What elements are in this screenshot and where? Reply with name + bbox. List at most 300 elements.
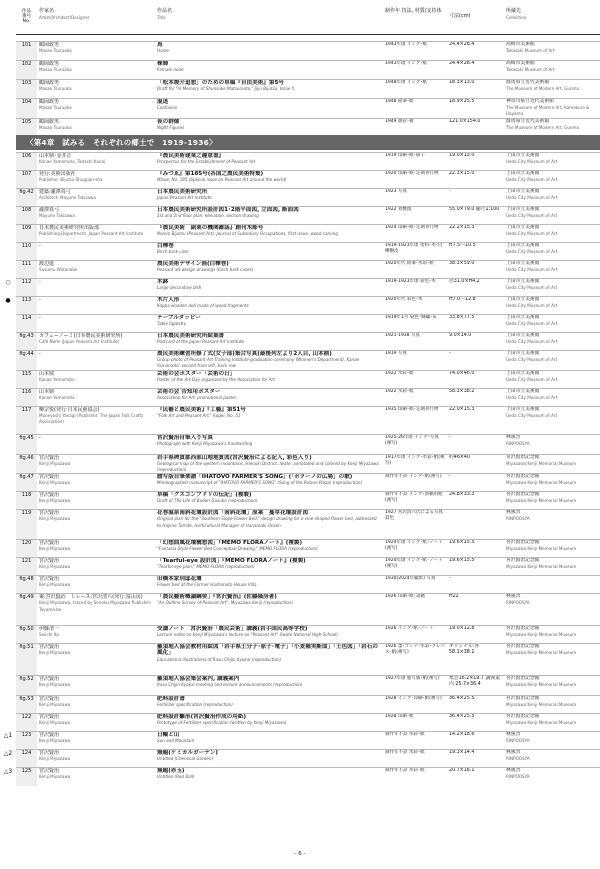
- row-mark: [0, 626, 16, 644]
- collection-en: Takasaki Museum of Art: [506, 48, 555, 54]
- work-number: 117: [16, 406, 37, 434]
- title-en: Flower bed at the Former Hashimoto House Villa: [157, 582, 257, 588]
- material-cell: 1920年代 鉛筆･水彩･紙: [383, 261, 447, 279]
- collection-en: Miyazawa Kenji Memorial Museum: [506, 720, 577, 726]
- row-mark: [0, 474, 16, 492]
- collection-cell: [504, 492, 600, 510]
- artist-en: Susumu Watanabe: [39, 267, 78, 273]
- collection-en: RINPOOSYA: [506, 774, 530, 780]
- title-en: Horse: [157, 48, 169, 54]
- collection-cell: [504, 153, 600, 171]
- size-cell: 14.2×18.6: [447, 732, 504, 750]
- material-cell: 1943年頃 インク･紙: [383, 42, 447, 61]
- title-en: Association for Art, promotional poster: [157, 394, 237, 400]
- collection-en: Miyazawa Kenji Memorial Museum: [506, 546, 577, 552]
- table-row: [0, 492, 600, 510]
- row-mark: ○: [5, 278, 11, 286]
- artist-ja: 宮沢賢治: [39, 540, 60, 547]
- collection-en: Takasaki Museum of Art: [506, 67, 555, 73]
- material-cell: 1919 印刷･紙･冊子: [383, 153, 447, 171]
- title-cell: [155, 768, 383, 786]
- size-cell: 19.6×15.5: [447, 558, 504, 576]
- material-cell: 1927年頃 謄写版･紙(複写): [383, 676, 447, 696]
- work-number: fig.53: [16, 696, 37, 714]
- title-ja: 受講ノート 宮沢賢治「農民芸術」講義(岩手国民高等学校): [157, 626, 308, 633]
- artist-ja: 鶴岡政男: [39, 118, 60, 125]
- title-en: Mizue, No. 185 (Special issue on Peasant Art around the world): [157, 177, 287, 183]
- collection-en: Ueda City Museum of Art: [506, 321, 558, 327]
- title-cell: [155, 153, 383, 171]
- title-cell: [155, 315, 383, 333]
- material-cell: 1922 水彩･紙: [383, 370, 447, 388]
- material-cell: 1919-1923年頃 塗料･木･白樺樹皮: [383, 243, 447, 261]
- size-cell: 121.0×154.0: [447, 118, 504, 137]
- title-ja: 農民美術デザイン画(白樺巻): [157, 261, 229, 267]
- artist-cell: [37, 750, 155, 768]
- title-ja: 無題(ケミカルガーデン): [157, 750, 218, 757]
- collection-ja: 上田市立美術館: [506, 351, 540, 356]
- artist-cell: [37, 540, 155, 558]
- artist-cell: [37, 626, 155, 644]
- title-en: Sun and Mountain: [157, 738, 195, 744]
- artist-cell: [37, 153, 155, 171]
- size-cell: 58.3×38.2: [447, 388, 504, 406]
- row-mark: [0, 61, 16, 80]
- row-mark: [0, 243, 16, 261]
- title-cell: [155, 61, 383, 80]
- material-cell: 1919-1923年頃 彩色･木: [383, 279, 447, 297]
- title-en: Draft for "In Memory of Shunsuke Matsumoto," Jiyu Bijutsu, Issue 5: [157, 86, 295, 92]
- artist-cell: [37, 454, 155, 474]
- size-cell: -: [447, 189, 504, 207]
- artist-en: Kenji Miyazawa: [39, 582, 71, 588]
- title-en: Night Figures: [157, 124, 185, 130]
- table-row: [0, 189, 600, 207]
- title-cell: [155, 333, 383, 351]
- table-row: [0, 714, 600, 732]
- collection-cell: [504, 626, 600, 644]
- artist-en: Kenji Miyazawa: [39, 546, 71, 552]
- title-cell: [155, 676, 383, 696]
- artist-cell: [37, 594, 155, 626]
- collection-en: Miyazawa Kenji Memorial Museum: [506, 564, 577, 570]
- title-ja: 無題(赤玉): [157, 768, 185, 775]
- artist-ja: 宮沢賢治: [39, 558, 60, 565]
- table-row: [0, 750, 600, 768]
- title-cell: [155, 207, 383, 225]
- chapter-heading: 〈第4章 試みる それぞれの郷土で 1919-1936〉: [16, 135, 600, 150]
- artist-ja: 宮沢賢治: [39, 576, 60, 583]
- artist-en: Kenji Miyazawa: [39, 498, 71, 504]
- title-ja: 「Tearful-eye 設計図」『MEMO FLORAノート』(複製): [157, 558, 306, 565]
- row-mark: △2: [3, 749, 13, 757]
- artist-ja: 宮沢賢治: [39, 474, 60, 481]
- artist-ja: 柳宗悦(発行:日本民藝協会): [39, 406, 100, 413]
- artist-en: Kenji Miyazawa: [39, 720, 71, 726]
- collection-cell: [504, 225, 600, 243]
- work-number: 115: [16, 370, 37, 388]
- table-row: [0, 99, 600, 119]
- title-en: Poster of the Art Day organized by the Association for Art: [157, 376, 275, 382]
- artist-en: Masao Tsuruoka: [39, 105, 72, 111]
- work-number: 107: [16, 171, 37, 189]
- table-row: [0, 434, 600, 454]
- work-number: 101: [16, 42, 37, 61]
- collection-ja: 林風舎: [506, 732, 521, 738]
- artist-ja: 宮沢賢治: [39, 676, 60, 683]
- collection-cell: [504, 594, 600, 626]
- artist-ja: 渡辺進: [39, 261, 55, 267]
- material-cell: 制作年不詳 インク･紙(複写): [383, 474, 447, 492]
- title-cell: [155, 558, 383, 576]
- artist-cell: [37, 714, 155, 732]
- collection-ja: 宮沢賢治記念館: [506, 714, 540, 720]
- artist-ja: 宮沢賢治: [39, 454, 60, 461]
- size-cell: H22: [447, 594, 504, 626]
- artist-ja: 鶴岡政男: [39, 99, 60, 105]
- title-ja: 草稿「グスコンブドリの伝記」(複製): [157, 492, 252, 499]
- table-row: [0, 279, 600, 297]
- title-en: Lecture notes on Kenji Miyazawa's lecture on "Peasant Art" (Iwate National High School): [157, 632, 338, 638]
- row-mark: [0, 644, 16, 676]
- title-en: "Folk Art and Peasant Art," Kogei, No. 51: [157, 412, 241, 418]
- row-mark: [0, 261, 16, 279]
- artist-ja: 日本農民美術研究所出版部: [39, 225, 100, 231]
- row-mark: [0, 189, 16, 207]
- material-cell: 制作年不詳 インク･原稿用紙(複写): [383, 492, 447, 510]
- collection-en: Ueda City Museum of Art: [506, 376, 558, 382]
- work-number: 122: [16, 714, 37, 732]
- row-mark: [0, 576, 16, 594]
- collection-en: RINPOOSYA: [506, 756, 530, 762]
- table-row: [0, 388, 600, 406]
- table-row: [0, 644, 600, 676]
- title-ja: 白樺巻: [157, 243, 174, 249]
- title-ja: 肥料設計書: [157, 696, 185, 703]
- header-collection: 所蔵先 Collection: [504, 6, 600, 34]
- size-cell: 集会16.2×19.7 講義案内 25.7×36.4: [447, 676, 504, 696]
- collection-en: Ueda City Museum of Art: [506, 231, 558, 237]
- title-en: "Tearful-eye plan," MEMO FLORA (reproduction): [157, 564, 255, 570]
- title-en: Birch bark case: [157, 249, 189, 255]
- collection-en: Miyazawa Kenji Memorial Museum: [506, 498, 577, 504]
- artist-en: Kanae Yamamoto: [39, 394, 75, 400]
- artist-ja: 山本鼎･金井正: [39, 153, 72, 159]
- title-en: Fertilizer specification (reproduction): [157, 702, 233, 708]
- artist-cell: [37, 99, 155, 119]
- collection-ja: 神奈川県立近代美術館: [506, 99, 554, 104]
- collection-en: Ueda City Museum of Art: [506, 303, 558, 309]
- collection-en: Ueda City Museum of Art: [506, 394, 558, 400]
- size-cell: 74.0×46.0: [447, 370, 504, 388]
- table-row: [0, 42, 600, 61]
- material-cell: 1928 印刷･紙: [383, 714, 447, 732]
- collection-ja: 宮沢賢治記念館: [506, 492, 540, 498]
- title-cell: [155, 594, 383, 626]
- collection-cell: [504, 315, 600, 333]
- title-en: "An Outline Survey of Peasant Art", Miyazawa Kenji (reproduction): [157, 600, 293, 606]
- title-ja: 日本農民美術研究所: [157, 189, 208, 195]
- artist-cell: [37, 80, 155, 99]
- collection-cell: [504, 732, 600, 750]
- table-row: [0, 171, 600, 189]
- artist-en: Café Nomi (Japan Peasant Art Institute): [39, 339, 120, 345]
- row-mark: [0, 406, 16, 434]
- work-number: 102: [16, 61, 37, 80]
- material-cell: 1925-26年頃 インク･写真(複写): [383, 434, 447, 454]
- title-ja: 謄写版自筆楽譜「IHATOVO FARMER'S SONG」(「ポラーノの広場」の歌): [157, 474, 353, 481]
- artist-ja: 鶴岡政男: [39, 42, 60, 48]
- title-ja: 『農民美術 副業の機関雑誌』創刊木彫号: [157, 225, 264, 231]
- row-mark: [0, 171, 16, 189]
- table-row: [0, 315, 600, 333]
- artist-en: Masao Tsuruoka: [39, 86, 72, 92]
- collection-ja: 上田市立美術館: [506, 406, 540, 412]
- collection-cell: [504, 388, 600, 406]
- artist-en: Architect: Mayumi Takizawa: [39, 195, 96, 201]
- collection-en: Ueda City Museum of Art: [506, 195, 558, 201]
- artist-ja: カフェーノーミ(日本農民美術研究所): [39, 333, 123, 339]
- collection-ja: 宮沢賢治記念館: [506, 626, 540, 632]
- row-mark: [0, 207, 16, 225]
- title-en: Rasu Chijin Kyokai meeting and lecture announcements (reproduction): [157, 682, 303, 688]
- title-ja: 羅須地人協会教材用絵図「岩手県土分子･原子･電子」「小麦種実断面」「土色図」「岩石の風化」: [157, 644, 378, 657]
- material-cell: 1948 鉛筆･紙: [383, 99, 447, 119]
- artist-en: Kenji Miyazawa: [39, 738, 71, 744]
- artist-cell: [37, 492, 155, 510]
- header-material: 制作年 技法, 材質/支持体: [383, 6, 447, 34]
- table-row: [0, 80, 600, 99]
- title-ja: 『農民美術建業之趣意書』: [157, 153, 225, 159]
- table-row: [0, 474, 600, 492]
- collection-en: RINPOOSYA: [506, 516, 530, 522]
- artist-cell: [37, 189, 155, 207]
- title-en: Draft of The Life of Budori Gusuko (reproduction): [157, 498, 258, 504]
- header-title: 作品名 Title: [155, 6, 383, 34]
- work-number: 118: [16, 492, 37, 510]
- size-cell: 55.0×79.0 縮尺1:100: [447, 207, 504, 225]
- artist-ja: 建築:瀧澤真弓: [39, 189, 71, 195]
- row-mark: [0, 80, 16, 99]
- collection-cell: [504, 474, 600, 492]
- artist-ja: -: [39, 434, 41, 441]
- collection-en: RINPOOSYA: [506, 738, 530, 744]
- size-cell: [447, 510, 504, 540]
- material-cell: 1919 写真: [383, 351, 447, 371]
- collection-en: The Museum of Modern Art, Kamakura & Hayama: [506, 105, 590, 117]
- table-row: [0, 768, 600, 786]
- title-en: Large decorative dish: [157, 285, 202, 291]
- title-en: Table tapestry: [157, 321, 187, 327]
- material-cell: 1923 写真: [383, 189, 447, 207]
- collection-ja: 宮沢賢治記念館: [506, 644, 540, 650]
- row-mark: [0, 351, 16, 371]
- row-mark: [0, 594, 16, 626]
- row-mark: [0, 540, 16, 558]
- collection-en: Miyazawa Kenji Memorial Museum: [506, 650, 577, 656]
- collection-cell: [504, 558, 600, 576]
- table-row: [0, 594, 600, 626]
- work-number: 123: [16, 732, 37, 750]
- collection-cell: [504, 261, 600, 279]
- size-cell: -: [447, 474, 504, 492]
- title-en: Educational illustrations of Rasu Chijin Kyokai (reproduction): [157, 656, 282, 662]
- artist-ja: 山本鼎: [39, 388, 55, 395]
- title-ja: テーブルタッピー: [157, 315, 201, 321]
- title-en: Peasant art design drawings (birch bark cases): [157, 267, 254, 273]
- artist-en: Kenji Miyazawa: [39, 516, 71, 522]
- title-cell: [155, 434, 383, 454]
- size-cell: H7.5～10.5: [447, 243, 504, 261]
- material-cell: 制作年不詳 水彩･紙: [383, 768, 447, 786]
- table-row: [0, 510, 600, 540]
- collection-en: Ueda City Museum of Art: [506, 249, 558, 255]
- artist-en: Kenji Miyazawa, traced by Seiroku Miyazawa Publisher: Toyama-bo: [39, 600, 152, 612]
- work-number: 119: [16, 510, 37, 540]
- header-table: [0, 6, 600, 35]
- collection-ja: 上田市立美術館: [506, 171, 540, 176]
- work-number: 104: [16, 99, 37, 119]
- collection-ja: 宮沢賢治記念館: [506, 540, 540, 546]
- row-mark: [0, 714, 16, 732]
- artist-en: Kanae Yamamoto, Tadashi Kanai: [39, 159, 106, 165]
- artist-cell: [37, 225, 155, 243]
- artist-cell: [37, 644, 155, 676]
- artist-ja: 宮沢賢治: [39, 492, 60, 499]
- work-number: fig.43: [16, 333, 37, 351]
- artist-cell: [37, 315, 155, 333]
- work-number: 109: [16, 225, 37, 243]
- table-row: [0, 351, 600, 371]
- collection-en: Ueda City Museum of Art: [506, 267, 558, 273]
- collection-en: RINPOOSYA: [506, 600, 530, 606]
- material-cell: 1926 墨･コンテ･水彩･クレパス･紙(複写): [383, 644, 447, 676]
- row-mark: [0, 558, 16, 576]
- header-artist: 作家名 Artist/Architect/Designer: [37, 6, 155, 34]
- table-row: [0, 696, 600, 714]
- title-ja: 裸婦: [157, 61, 169, 67]
- size-cell: 36.4×25.5: [447, 696, 504, 714]
- artist-ja: 案:宮沢賢治 トレース:宮沢清六(発行:富山房): [39, 594, 143, 601]
- work-number: 114: [16, 315, 37, 333]
- collection-ja: 上田市立美術館: [506, 225, 540, 230]
- size-cell: -: [447, 434, 504, 454]
- title-en: Group photo of Peasant Art Training Institute graduation ceremony (Women's Department), Kanae Yamamoto: second from left, back row: [157, 357, 360, 369]
- title-cell: [155, 243, 383, 261]
- size-cell: 22.2×15.3: [447, 225, 504, 243]
- size-cell: H7.0～12.8: [447, 297, 504, 315]
- artist-en: Seiichi Ito: [39, 632, 59, 638]
- collection-cell: [504, 279, 600, 297]
- collection-cell: [504, 207, 600, 225]
- artist-ja: 宮沢賢治: [39, 750, 60, 757]
- size-cell: 19.6×15.5: [447, 540, 504, 558]
- table-row: [0, 153, 600, 171]
- work-number: 110: [16, 243, 37, 261]
- material-cell: 1924年頃 インク･紙･ノート(複写): [383, 558, 447, 576]
- artist-cell: [37, 370, 155, 388]
- table-row: [0, 676, 600, 696]
- title-ja: 夜の群像: [157, 118, 180, 125]
- size-cell: 約46×40: [447, 454, 504, 474]
- collection-cell: [504, 99, 600, 119]
- table-row: [0, 243, 600, 261]
- collection-cell: [504, 644, 600, 676]
- title-en: Untitled (Red Ball): [157, 774, 195, 780]
- artist-ja: 宮沢賢治: [39, 644, 60, 651]
- title-en: Confusion: [157, 105, 178, 111]
- title-en: Japan Peasant Art Institute: [157, 195, 212, 201]
- title-en: Nomin Bijutsu (Peasant Art): Journal of Subsidiary Occupations, first issue, wood carving: [157, 231, 338, 237]
- artist-en: Kenji Miyazawa: [39, 650, 71, 656]
- material-cell: 1935 印刷･紙･定期刊行物: [383, 406, 447, 434]
- collection-cell: [504, 171, 600, 189]
- artist-ja: 宮沢賢治: [39, 714, 60, 721]
- artist-cell: [37, 243, 155, 261]
- row-mark: [0, 99, 16, 119]
- size-cell: 36.4×25.5: [447, 714, 504, 732]
- collection-en: RINPOOSYA: [506, 440, 530, 446]
- artist-en: Kenji Miyazawa: [39, 682, 71, 688]
- title-cell: [155, 732, 383, 750]
- title-ja: 日輪と山: [157, 732, 180, 739]
- row-mark: [0, 454, 16, 474]
- title-cell: [155, 351, 383, 371]
- title-en: Prospectus for the Establishment of Peasant Art: [157, 159, 256, 165]
- title-ja: 「幻想曲風花壇構想図」『MEMO FLORAノート』(複製): [157, 540, 303, 547]
- collection-en: Miyazawa Kenji Memorial Museum: [506, 702, 577, 708]
- title-ja: 日本農民美術研究所絵葉書: [157, 333, 225, 339]
- collection-en: Ueda City Museum of Art: [506, 357, 558, 363]
- size-cell: 24.4×28.4: [447, 61, 504, 80]
- table-row: [0, 626, 600, 644]
- material-cell: 1948年頃 インク･紙: [383, 80, 447, 99]
- collection-cell: [504, 510, 600, 540]
- title-cell: [155, 576, 383, 594]
- title-cell: [155, 474, 383, 492]
- collection-cell: [504, 714, 600, 732]
- artist-ja: -: [39, 243, 41, 249]
- size-cell: 22.3×15.0: [447, 171, 504, 189]
- row-mark: [0, 315, 16, 333]
- collection-ja: 群馬県立近代美術館: [506, 118, 550, 124]
- size-cell: 38.3×59.0: [447, 261, 504, 279]
- collection-ja: 宮沢賢治記念館: [506, 454, 540, 460]
- artist-cell: [37, 696, 155, 714]
- material-cell: 1924年頃 インク･紙･ノート(複写): [383, 540, 447, 558]
- title-en: 1st and 2nd floor plan, elevation, section drawing: [157, 213, 259, 219]
- collection-cell: [504, 768, 600, 786]
- title-cell: [155, 370, 383, 388]
- collection-ja: 上田市立美術館: [506, 370, 540, 376]
- collection-cell: [504, 370, 600, 388]
- artist-ja: 鶴岡政男: [39, 61, 60, 67]
- collection-cell: [504, 80, 600, 99]
- title-cell: [155, 297, 383, 315]
- row-mark: △1: [3, 731, 13, 739]
- size-cell: 33.8×77.5: [447, 315, 504, 333]
- artist-en: Masao Tsuruoka: [39, 48, 72, 54]
- work-number: fig.44: [16, 351, 37, 371]
- artist-en: Publisher: Bijutsu Shuppan-sha: [39, 177, 103, 183]
- title-cell: [155, 388, 383, 406]
- title-ja: 芸術の会 告知用ポスター: [157, 388, 221, 395]
- collection-ja: 宮沢賢治記念館: [506, 558, 540, 564]
- material-cell: 1926 インク･紙･ノート: [383, 626, 447, 644]
- material-cell: 1920年代 彩色･木: [383, 297, 447, 315]
- header-number: 作品番号 No.: [16, 6, 37, 34]
- collection-ja: 上田市立美術館: [506, 243, 540, 248]
